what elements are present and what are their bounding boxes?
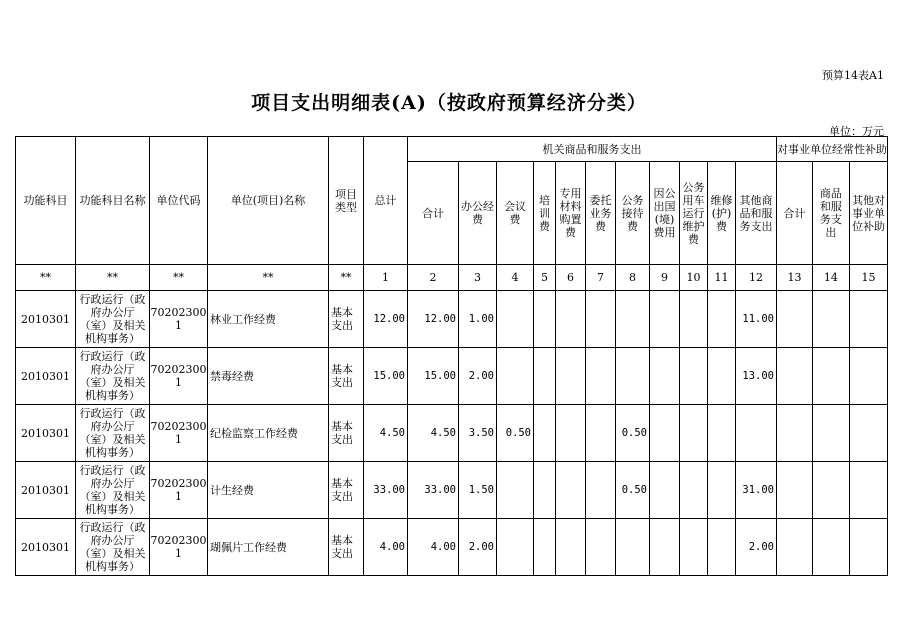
- cell-func-name: 行政运行（政府办公厅（室）及相关机构事务）: [76, 462, 150, 519]
- cell-amount: [708, 519, 736, 576]
- table-code: 预算14表A1: [822, 69, 884, 82]
- index-cell: **: [208, 265, 329, 291]
- cell-project-type: 基本支出: [329, 519, 364, 576]
- index-cell: 13: [777, 265, 813, 291]
- cell-amount: 2.00: [736, 519, 777, 576]
- cell-amount: [736, 405, 777, 462]
- cell-amount: 12.00: [408, 291, 459, 348]
- index-cell: 8: [616, 265, 650, 291]
- index-cell: **: [76, 265, 150, 291]
- cell-project-type: 基本支出: [329, 291, 364, 348]
- header-total: 总计: [364, 137, 408, 265]
- header-g1-col-11: 其他商品和服务支出: [736, 162, 777, 265]
- cell-amount: [586, 405, 616, 462]
- cell-func-code: 2010301: [16, 405, 76, 462]
- index-cell: **: [329, 265, 364, 291]
- header-g1-col-9: 公务用车运行维护费: [680, 162, 708, 265]
- header-g2-col-2: 商品和服务支出: [812, 162, 849, 265]
- cell-func-name: 行政运行（政府办公厅（室）及相关机构事务）: [76, 291, 150, 348]
- cell-amount: [849, 462, 887, 519]
- header-g1-col-3: 会议费: [497, 162, 534, 265]
- cell-amount: [708, 405, 736, 462]
- cell-amount: [812, 462, 849, 519]
- cell-unit-code: 702023001: [150, 462, 208, 519]
- cell-func-code: 2010301: [16, 519, 76, 576]
- cell-amount: [556, 291, 586, 348]
- index-cell: **: [16, 265, 76, 291]
- header-unit-name: 单位(项目)名称: [208, 137, 329, 265]
- cell-total: 4.50: [364, 405, 408, 462]
- table-row: [16, 462, 888, 519]
- index-cell: 7: [586, 265, 616, 291]
- cell-amount: [497, 291, 534, 348]
- cell-project-name: 林业工作经费: [208, 291, 329, 348]
- header-g1-col-5: 专用材料购置费: [556, 162, 586, 265]
- index-cell: **: [150, 265, 208, 291]
- unit-label: 单位：万元: [829, 125, 884, 138]
- header-g2-col-1: 合计: [777, 162, 813, 265]
- header-group-goods-services: 机关商品和服务支出: [408, 137, 777, 162]
- header-unit-code: 单位代码: [150, 137, 208, 265]
- cell-amount: [708, 348, 736, 405]
- cell-project-name: 禁毒经费: [208, 348, 329, 405]
- cell-amount: [777, 348, 813, 405]
- cell-func-name: 行政运行（政府办公厅（室）及相关机构事务）: [76, 405, 150, 462]
- index-cell: 10: [680, 265, 708, 291]
- header-g1-col-4: 培训费: [534, 162, 556, 265]
- index-cell: 4: [497, 265, 534, 291]
- cell-amount: [586, 291, 616, 348]
- cell-project-type: 基本支出: [329, 405, 364, 462]
- cell-func-code: 2010301: [16, 348, 76, 405]
- cell-amount: [616, 519, 650, 576]
- cell-amount: [849, 291, 887, 348]
- table-row: [16, 405, 888, 462]
- cell-amount: [812, 405, 849, 462]
- cell-func-code: 2010301: [16, 462, 76, 519]
- header-group-subsidy: 对事业单位经常性补助: [777, 137, 888, 162]
- cell-project-type: 基本支出: [329, 462, 364, 519]
- expenditure-table: [15, 136, 888, 576]
- cell-amount: 1.50: [459, 462, 497, 519]
- cell-amount: [616, 291, 650, 348]
- table-row: [16, 291, 888, 348]
- cell-project-name: 纪检监察工作经费: [208, 405, 329, 462]
- cell-func-code: 2010301: [16, 291, 76, 348]
- cell-amount: 0.50: [616, 462, 650, 519]
- header-g1-col-10: 维修(护)费: [708, 162, 736, 265]
- cell-unit-code: 702023001: [150, 405, 208, 462]
- cell-unit-code: 702023001: [150, 348, 208, 405]
- cell-amount: [849, 519, 887, 576]
- cell-amount: [650, 462, 680, 519]
- header-proj-type: 项目类型: [329, 137, 364, 265]
- cell-amount: [680, 462, 708, 519]
- index-cell: 2: [408, 265, 459, 291]
- cell-amount: 31.00: [736, 462, 777, 519]
- cell-amount: [708, 291, 736, 348]
- header-g1-col-7: 公务接待费: [616, 162, 650, 265]
- index-cell: 3: [459, 265, 497, 291]
- cell-amount: [849, 405, 887, 462]
- cell-amount: 11.00: [736, 291, 777, 348]
- header-g1-col-2: 办公经费: [459, 162, 497, 265]
- cell-amount: [777, 519, 813, 576]
- cell-amount: 2.00: [459, 519, 497, 576]
- header-func-name: 功能科目名称: [76, 137, 150, 265]
- cell-amount: [650, 291, 680, 348]
- header-g2-col-3: 其他对事业单位补助: [849, 162, 887, 265]
- index-row: [16, 265, 888, 291]
- cell-amount: [534, 291, 556, 348]
- cell-amount: [497, 462, 534, 519]
- cell-amount: [534, 348, 556, 405]
- cell-amount: [534, 405, 556, 462]
- cell-amount: 4.50: [408, 405, 459, 462]
- cell-amount: [777, 462, 813, 519]
- cell-amount: [849, 348, 887, 405]
- cell-total: 33.00: [364, 462, 408, 519]
- page-title: 项目支出明细表(A)（按政府预算经济分类）: [251, 92, 647, 114]
- cell-amount: [708, 462, 736, 519]
- cell-amount: 3.50: [459, 405, 497, 462]
- cell-project-name: 瑚佩片工作经费: [208, 519, 329, 576]
- cell-amount: 0.50: [497, 405, 534, 462]
- cell-amount: [616, 348, 650, 405]
- cell-amount: [680, 348, 708, 405]
- cell-project-name: 计生经费: [208, 462, 329, 519]
- cell-amount: [650, 348, 680, 405]
- cell-project-type: 基本支出: [329, 348, 364, 405]
- index-cell: 14: [812, 265, 849, 291]
- cell-amount: 15.00: [408, 348, 459, 405]
- cell-amount: [680, 519, 708, 576]
- cell-amount: [777, 291, 813, 348]
- header-row-1: [16, 137, 888, 162]
- index-cell: 12: [736, 265, 777, 291]
- header-g1-col-8: 因公出国(境)费用: [650, 162, 680, 265]
- header-func-code: 功能科目: [16, 137, 76, 265]
- cell-amount: [556, 519, 586, 576]
- cell-unit-code: 702023001: [150, 519, 208, 576]
- cell-amount: [680, 405, 708, 462]
- cell-amount: [650, 519, 680, 576]
- cell-func-name: 行政运行（政府办公厅（室）及相关机构事务）: [76, 519, 150, 576]
- index-cell: 15: [849, 265, 887, 291]
- cell-amount: 33.00: [408, 462, 459, 519]
- cell-amount: [586, 462, 616, 519]
- cell-amount: [556, 348, 586, 405]
- cell-amount: [812, 519, 849, 576]
- cell-amount: [556, 405, 586, 462]
- cell-amount: 2.00: [459, 348, 497, 405]
- cell-amount: [534, 462, 556, 519]
- index-cell: 1: [364, 265, 408, 291]
- cell-amount: [680, 291, 708, 348]
- cell-amount: 0.50: [616, 405, 650, 462]
- cell-amount: 13.00: [736, 348, 777, 405]
- cell-amount: [497, 519, 534, 576]
- table-row: [16, 348, 888, 405]
- header-g1-col-6: 委托业务费: [586, 162, 616, 265]
- cell-amount: [777, 405, 813, 462]
- cell-amount: 4.00: [408, 519, 459, 576]
- cell-amount: [586, 519, 616, 576]
- cell-amount: [812, 291, 849, 348]
- index-cell: 5: [534, 265, 556, 291]
- header-g1-col-1: 合计: [408, 162, 459, 265]
- cell-amount: 1.00: [459, 291, 497, 348]
- cell-total: 15.00: [364, 348, 408, 405]
- cell-total: 4.00: [364, 519, 408, 576]
- cell-amount: [586, 348, 616, 405]
- cell-amount: [534, 519, 556, 576]
- cell-total: 12.00: [364, 291, 408, 348]
- cell-amount: [556, 462, 586, 519]
- index-cell: 11: [708, 265, 736, 291]
- cell-unit-code: 702023001: [150, 291, 208, 348]
- index-cell: 6: [556, 265, 586, 291]
- cell-func-name: 行政运行（政府办公厅（室）及相关机构事务）: [76, 348, 150, 405]
- cell-amount: [650, 405, 680, 462]
- table-row: [16, 519, 888, 576]
- index-cell: 9: [650, 265, 680, 291]
- cell-amount: [812, 348, 849, 405]
- cell-amount: [497, 348, 534, 405]
